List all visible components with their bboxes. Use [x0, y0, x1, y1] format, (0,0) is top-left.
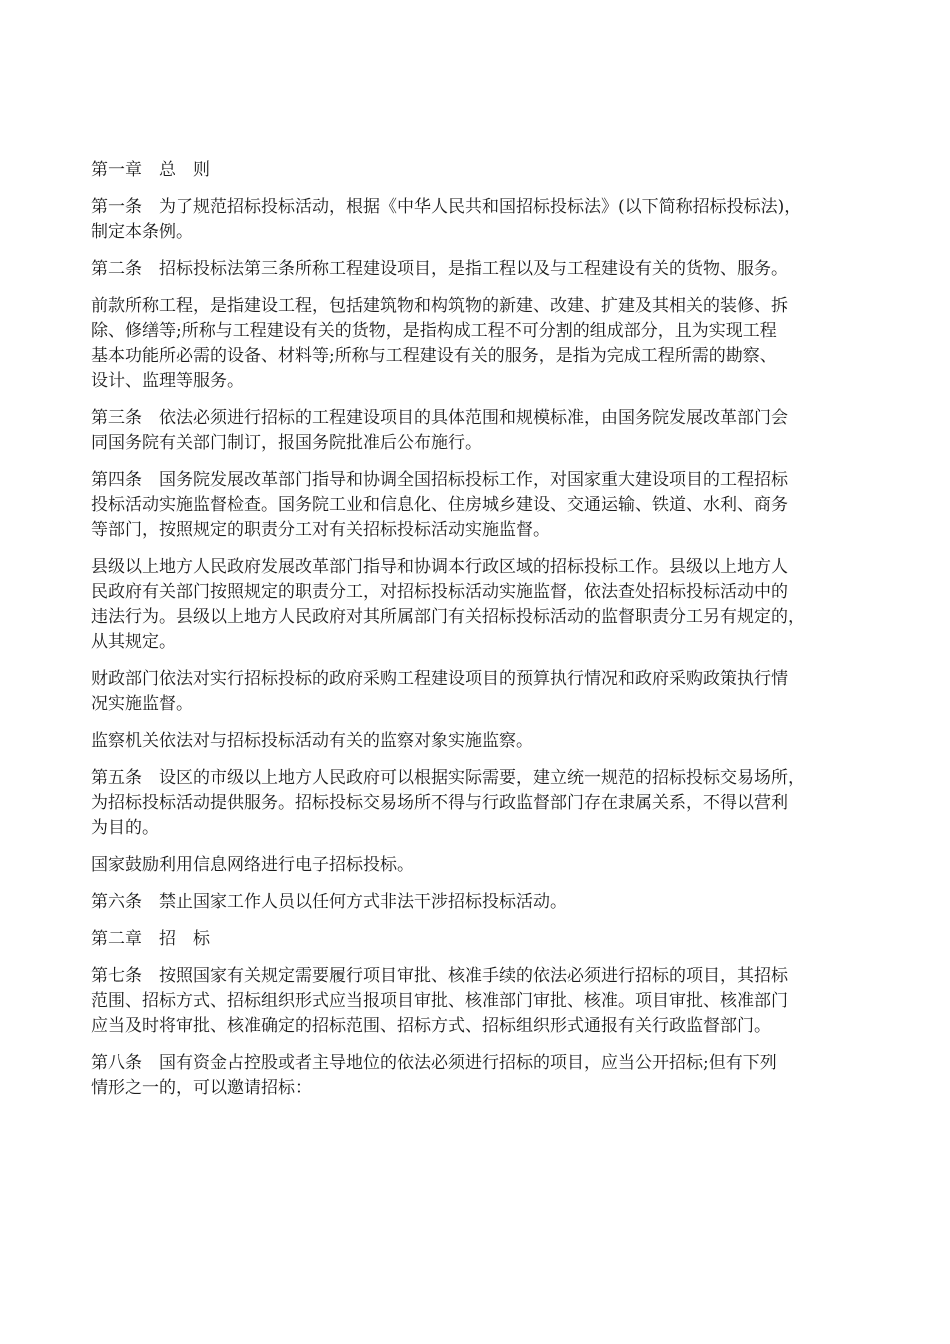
text-line: 第六条 禁止国家工作人员以任何方式非法干涉招标投标活动。	[91, 892, 567, 912]
article-paragraph	[91, 853, 891, 878]
text-line: 为招标投标活动提供服务。招标投标交易场所不得与行政监督部门存在隶属关系，不得以营利	[91, 793, 788, 813]
article-paragraph	[91, 890, 891, 915]
text-line: 为目的。	[91, 818, 159, 838]
text-line: 第七条 按照国家有关规定需要履行项目审批、核准手续的依法必须进行招标的项目，其招标	[91, 966, 788, 986]
text-line: 第三条 依法必须进行招标的工程建设项目的具体范围和规模标准，由国务院发展改革部门会	[91, 408, 788, 428]
text-line: 第二条 招标投标法第三条所称工程建设项目，是指工程以及与工程建设有关的货物、服务。	[91, 259, 788, 279]
article-paragraph	[91, 667, 891, 717]
article-paragraph	[91, 468, 891, 543]
text-line: 第四条 国务院发展改革部门指导和协调全国招标投标工作，对国家重大建设项目的工程招标	[91, 470, 788, 490]
document-body	[91, 158, 891, 1113]
article-paragraph	[91, 555, 891, 655]
text-line: 除、修缮等;所称与工程建设有关的货物，是指构成工程不可分割的组成部分，且为实现工程	[91, 321, 777, 341]
article-paragraph	[91, 195, 891, 245]
text-line: 第一章 总 则	[91, 160, 210, 180]
text-line: 前款所称工程，是指建设工程，包括建筑物和构筑物的新建、改建、扩建及其相关的装修、拆	[91, 296, 788, 316]
chapter-heading	[91, 927, 891, 952]
text-line: 监察机关依法对与招标投标活动有关的监察对象实施监察。	[91, 731, 533, 751]
text-line: 第五条 设区的市级以上地方人民政府可以根据实际需要，建立统一规范的招标投标交易场所，	[91, 768, 805, 788]
text-line: 投标活动实施监督检查。国务院工业和信息化、住房城乡建设、交通运输、铁道、水利、商务	[91, 495, 788, 515]
article-paragraph	[91, 294, 891, 394]
text-line: 况实施监督。	[91, 694, 193, 714]
text-line: 第八条 国有资金占控股或者主导地位的依法必须进行招标的项目，应当公开招标;但有下列	[91, 1053, 777, 1073]
article-paragraph	[91, 406, 891, 456]
text-line: 从其规定。	[91, 632, 176, 652]
text-line: 国家鼓励利用信息网络进行电子招标投标。	[91, 855, 414, 875]
article-paragraph	[91, 766, 891, 841]
text-line: 财政部门依法对实行招标投标的政府采购工程建设项目的预算执行情况和政府采购政策执行情	[91, 669, 788, 689]
text-line: 民政府有关部门按照规定的职责分工，对招标投标活动实施监督，依法查处招标投标活动中的	[91, 582, 788, 602]
text-line: 设计、监理等服务。	[91, 371, 244, 391]
text-line: 违法行为。县级以上地方人民政府对其所属部门有关招标投标活动的监督职责分工另有规定的，	[91, 607, 805, 627]
article-paragraph	[91, 257, 891, 282]
text-line: 第二章 招 标	[91, 929, 210, 949]
text-line: 基本功能所必需的设备、材料等;所称与工程建设有关的服务，是指为完成工程所需的勘察、	[91, 346, 777, 366]
article-paragraph	[91, 729, 891, 754]
text-line: 第一条 为了规范招标投标活动，根据《中华人民共和国招标投标法》(以下简称招标投标法)，	[91, 197, 802, 217]
article-paragraph	[91, 1051, 891, 1101]
text-line: 应当及时将审批、核准确定的招标范围、招标方式、招标组织形式通报有关行政监督部门。	[91, 1016, 771, 1036]
text-line: 制定本条例。	[91, 222, 193, 242]
text-line: 县级以上地方人民政府发展改革部门指导和协调本行政区域的招标投标工作。县级以上地方人	[91, 557, 788, 577]
text-line: 等部门，按照规定的职责分工对有关招标投标活动实施监督。	[91, 520, 550, 540]
article-paragraph	[91, 964, 891, 1039]
text-line: 情形之一的，可以邀请招标：	[91, 1078, 312, 1098]
text-line: 范围、招标方式、招标组织形式应当报项目审批、核准部门审批、核准。项目审批、核准部门	[91, 991, 788, 1011]
chapter-heading	[91, 158, 891, 183]
text-line: 同国务院有关部门制订，报国务院批准后公布施行。	[91, 433, 482, 453]
